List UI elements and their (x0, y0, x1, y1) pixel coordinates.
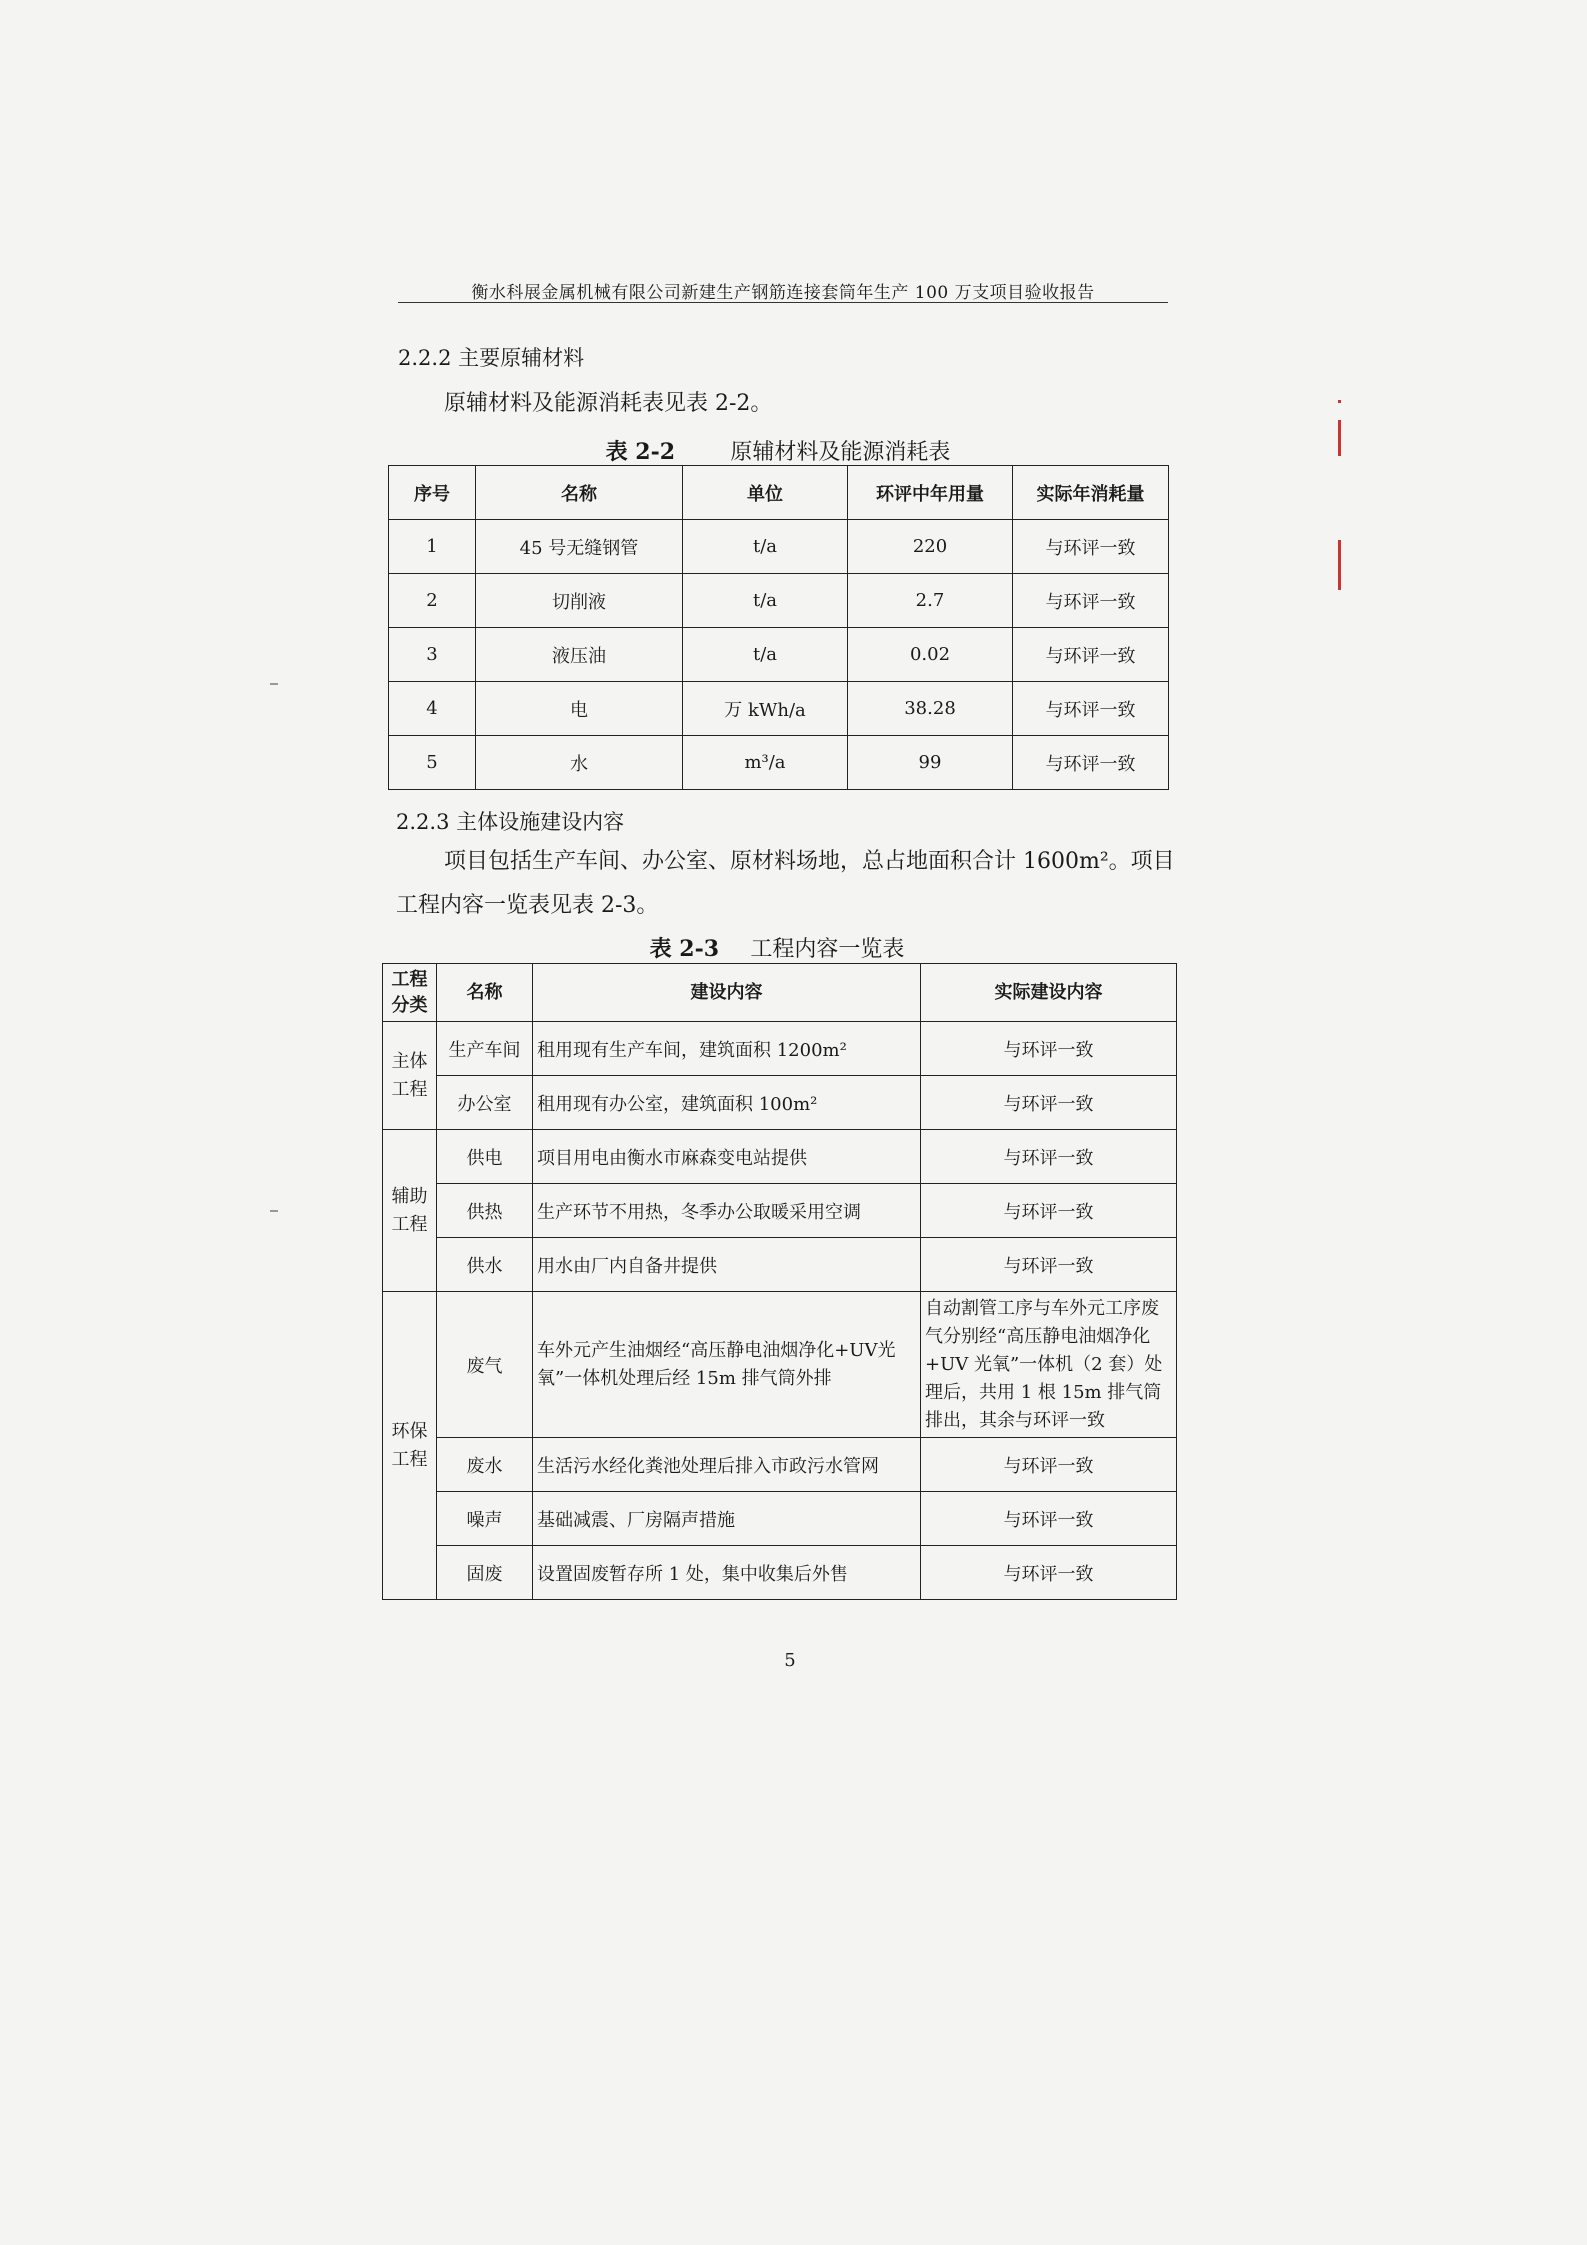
cell-name: 固废 (437, 1546, 533, 1600)
cell-index: 1 (389, 520, 476, 574)
cell-eia-amount: 220 (848, 520, 1013, 574)
cell-actual: 与环评一致 (1013, 682, 1169, 736)
scan-artifact (1338, 400, 1341, 403)
cell-index: 4 (389, 682, 476, 736)
cell-actual: 与环评一致 (921, 1076, 1177, 1130)
cell-actual: 与环评一致 (921, 1492, 1177, 1546)
cell-name: 切削液 (476, 574, 683, 628)
cell-eia-amount: 2.7 (848, 574, 1013, 628)
table-row (389, 574, 1169, 628)
page-number: 5 (784, 1650, 796, 1671)
cell-actual: 与环评一致 (921, 1438, 1177, 1492)
table-header-row (383, 964, 1177, 1022)
table-row (383, 1076, 1177, 1130)
table-2-2-label: 表 2-2 (605, 439, 676, 465)
cell-unit: t/a (683, 628, 848, 682)
section-heading-222: 2.2.2 主要原辅材料 (398, 346, 585, 370)
scan-artifact (1338, 540, 1341, 590)
cell-actual: 与环评一致 (1013, 736, 1169, 790)
col-header: 序号 (389, 466, 476, 520)
cell-name: 供热 (437, 1184, 533, 1238)
table-row (383, 1492, 1177, 1546)
section-heading-223: 2.2.3 主体设施建设内容 (396, 810, 625, 834)
cell-actual: 与环评一致 (1013, 574, 1169, 628)
cell-actual: 与环评一致 (1013, 520, 1169, 574)
cell-content: 租用现有办公室，建筑面积 100m² (533, 1076, 921, 1130)
cell-content: 基础减震、厂房隔声措施 (533, 1492, 921, 1546)
cell-content: 车外元产生油烟经“高压静电油烟净化+UV光氧”一体机处理后经 15m 排气筒外排 (533, 1292, 921, 1438)
table-row (383, 1184, 1177, 1238)
cell-eia-amount: 38.28 (848, 682, 1013, 736)
page-header: 衡水科展金属机械有限公司新建生产钢筋连接套筒年生产 100 万支项目验收报告 (471, 283, 1095, 303)
cell-actual: 与环评一致 (921, 1130, 1177, 1184)
table-2-2-title: 原辅材料及能源消耗表 (730, 440, 951, 465)
section-223-text-line1: 项目包括生产车间、办公室、原材料场地，总占地面积合计 1600m²。项目 (444, 849, 1175, 874)
table-row (389, 520, 1169, 574)
col-header: 实际建设内容 (921, 964, 1177, 1022)
table-row (383, 1438, 1177, 1492)
table-row (383, 1546, 1177, 1600)
header-rule (398, 302, 1168, 303)
cell-name: 噪声 (437, 1492, 533, 1546)
table-2-3-caption (382, 932, 1172, 963)
table-row (383, 1022, 1177, 1076)
cell-content: 项目用电由衡水市麻森变电站提供 (533, 1130, 921, 1184)
cell-content: 生产环节不用热，冬季办公取暖采用空调 (533, 1184, 921, 1238)
cell-index: 3 (389, 628, 476, 682)
table-row (389, 736, 1169, 790)
cell-name: 办公室 (437, 1076, 533, 1130)
table-row (383, 1238, 1177, 1292)
cell-actual: 与环评一致 (1013, 628, 1169, 682)
cell-index: 2 (389, 574, 476, 628)
cell-name: 45 号无缝钢管 (476, 520, 683, 574)
table-row (389, 628, 1169, 682)
cell-actual: 与环评一致 (921, 1022, 1177, 1076)
cell-eia-amount: 0.02 (848, 628, 1013, 682)
col-header: 名称 (476, 466, 683, 520)
cell-actual: 与环评一致 (921, 1184, 1177, 1238)
category-label: 主体工程 (391, 1050, 428, 1100)
cell-eia-amount: 99 (848, 736, 1013, 790)
cell-content: 用水由厂内自备井提供 (533, 1238, 921, 1292)
section-223-text-line2: 工程内容一览表见表 2-3。 (396, 893, 659, 918)
col-header (383, 964, 437, 1022)
table-header-row (389, 466, 1169, 520)
col-header: 建设内容 (533, 964, 921, 1022)
cell-unit: t/a (683, 520, 848, 574)
cell-unit: m³/a (683, 736, 848, 790)
scan-artifact (1338, 420, 1341, 456)
table-2-2 (388, 465, 1169, 790)
cell-unit: t/a (683, 574, 848, 628)
col-header: 单位 (683, 466, 848, 520)
category-label: 环保工程 (391, 1420, 428, 1470)
col-header-text: 工程分类 (391, 968, 428, 1016)
category-label: 辅助工程 (391, 1185, 428, 1235)
table-2-3 (382, 963, 1177, 1600)
cell-actual: 与环评一致 (921, 1238, 1177, 1292)
cell-name: 废水 (437, 1438, 533, 1492)
cell-content: 设置固废暂存所 1 处，集中收集后外售 (533, 1546, 921, 1600)
table-row (383, 1292, 1177, 1438)
cell-index: 5 (389, 736, 476, 790)
scan-artifact (270, 683, 278, 685)
col-header: 实际年消耗量 (1013, 466, 1169, 520)
cell-name: 液压油 (476, 628, 683, 682)
cell-name: 供电 (437, 1130, 533, 1184)
cell-name: 生产车间 (437, 1022, 533, 1076)
cell-actual: 自动割管工序与车外元工序废气分别经“高压静电油烟净化+UV 光氧”一体机（2 套）处理后，共用 1 根 15m 排气筒排出，其余与环评一致 (921, 1292, 1177, 1438)
cell-content: 生活污水经化粪池处理后排入市政污水管网 (533, 1438, 921, 1492)
cell-content: 租用现有生产车间，建筑面积 1200m² (533, 1022, 921, 1076)
table-row (383, 1130, 1177, 1184)
cell-name: 电 (476, 682, 683, 736)
table-2-3-title: 工程内容一览表 (750, 937, 905, 962)
cell-name: 废气 (437, 1292, 533, 1438)
col-header: 名称 (437, 964, 533, 1022)
cell-actual: 与环评一致 (921, 1546, 1177, 1600)
cell-name: 供水 (437, 1238, 533, 1292)
scan-artifact (270, 1210, 278, 1212)
col-header: 环评中年用量 (848, 466, 1013, 520)
table-row (389, 682, 1169, 736)
category-cell (383, 1130, 437, 1292)
table-2-3-label: 表 2-3 (649, 936, 720, 962)
section-222-text: 原辅材料及能源消耗表见表 2-2。 (444, 391, 773, 416)
category-cell (383, 1292, 437, 1600)
cell-name: 水 (476, 736, 683, 790)
table-2-2-caption (388, 435, 1168, 466)
category-cell (383, 1022, 437, 1130)
cell-unit: 万 kWh/a (683, 682, 848, 736)
